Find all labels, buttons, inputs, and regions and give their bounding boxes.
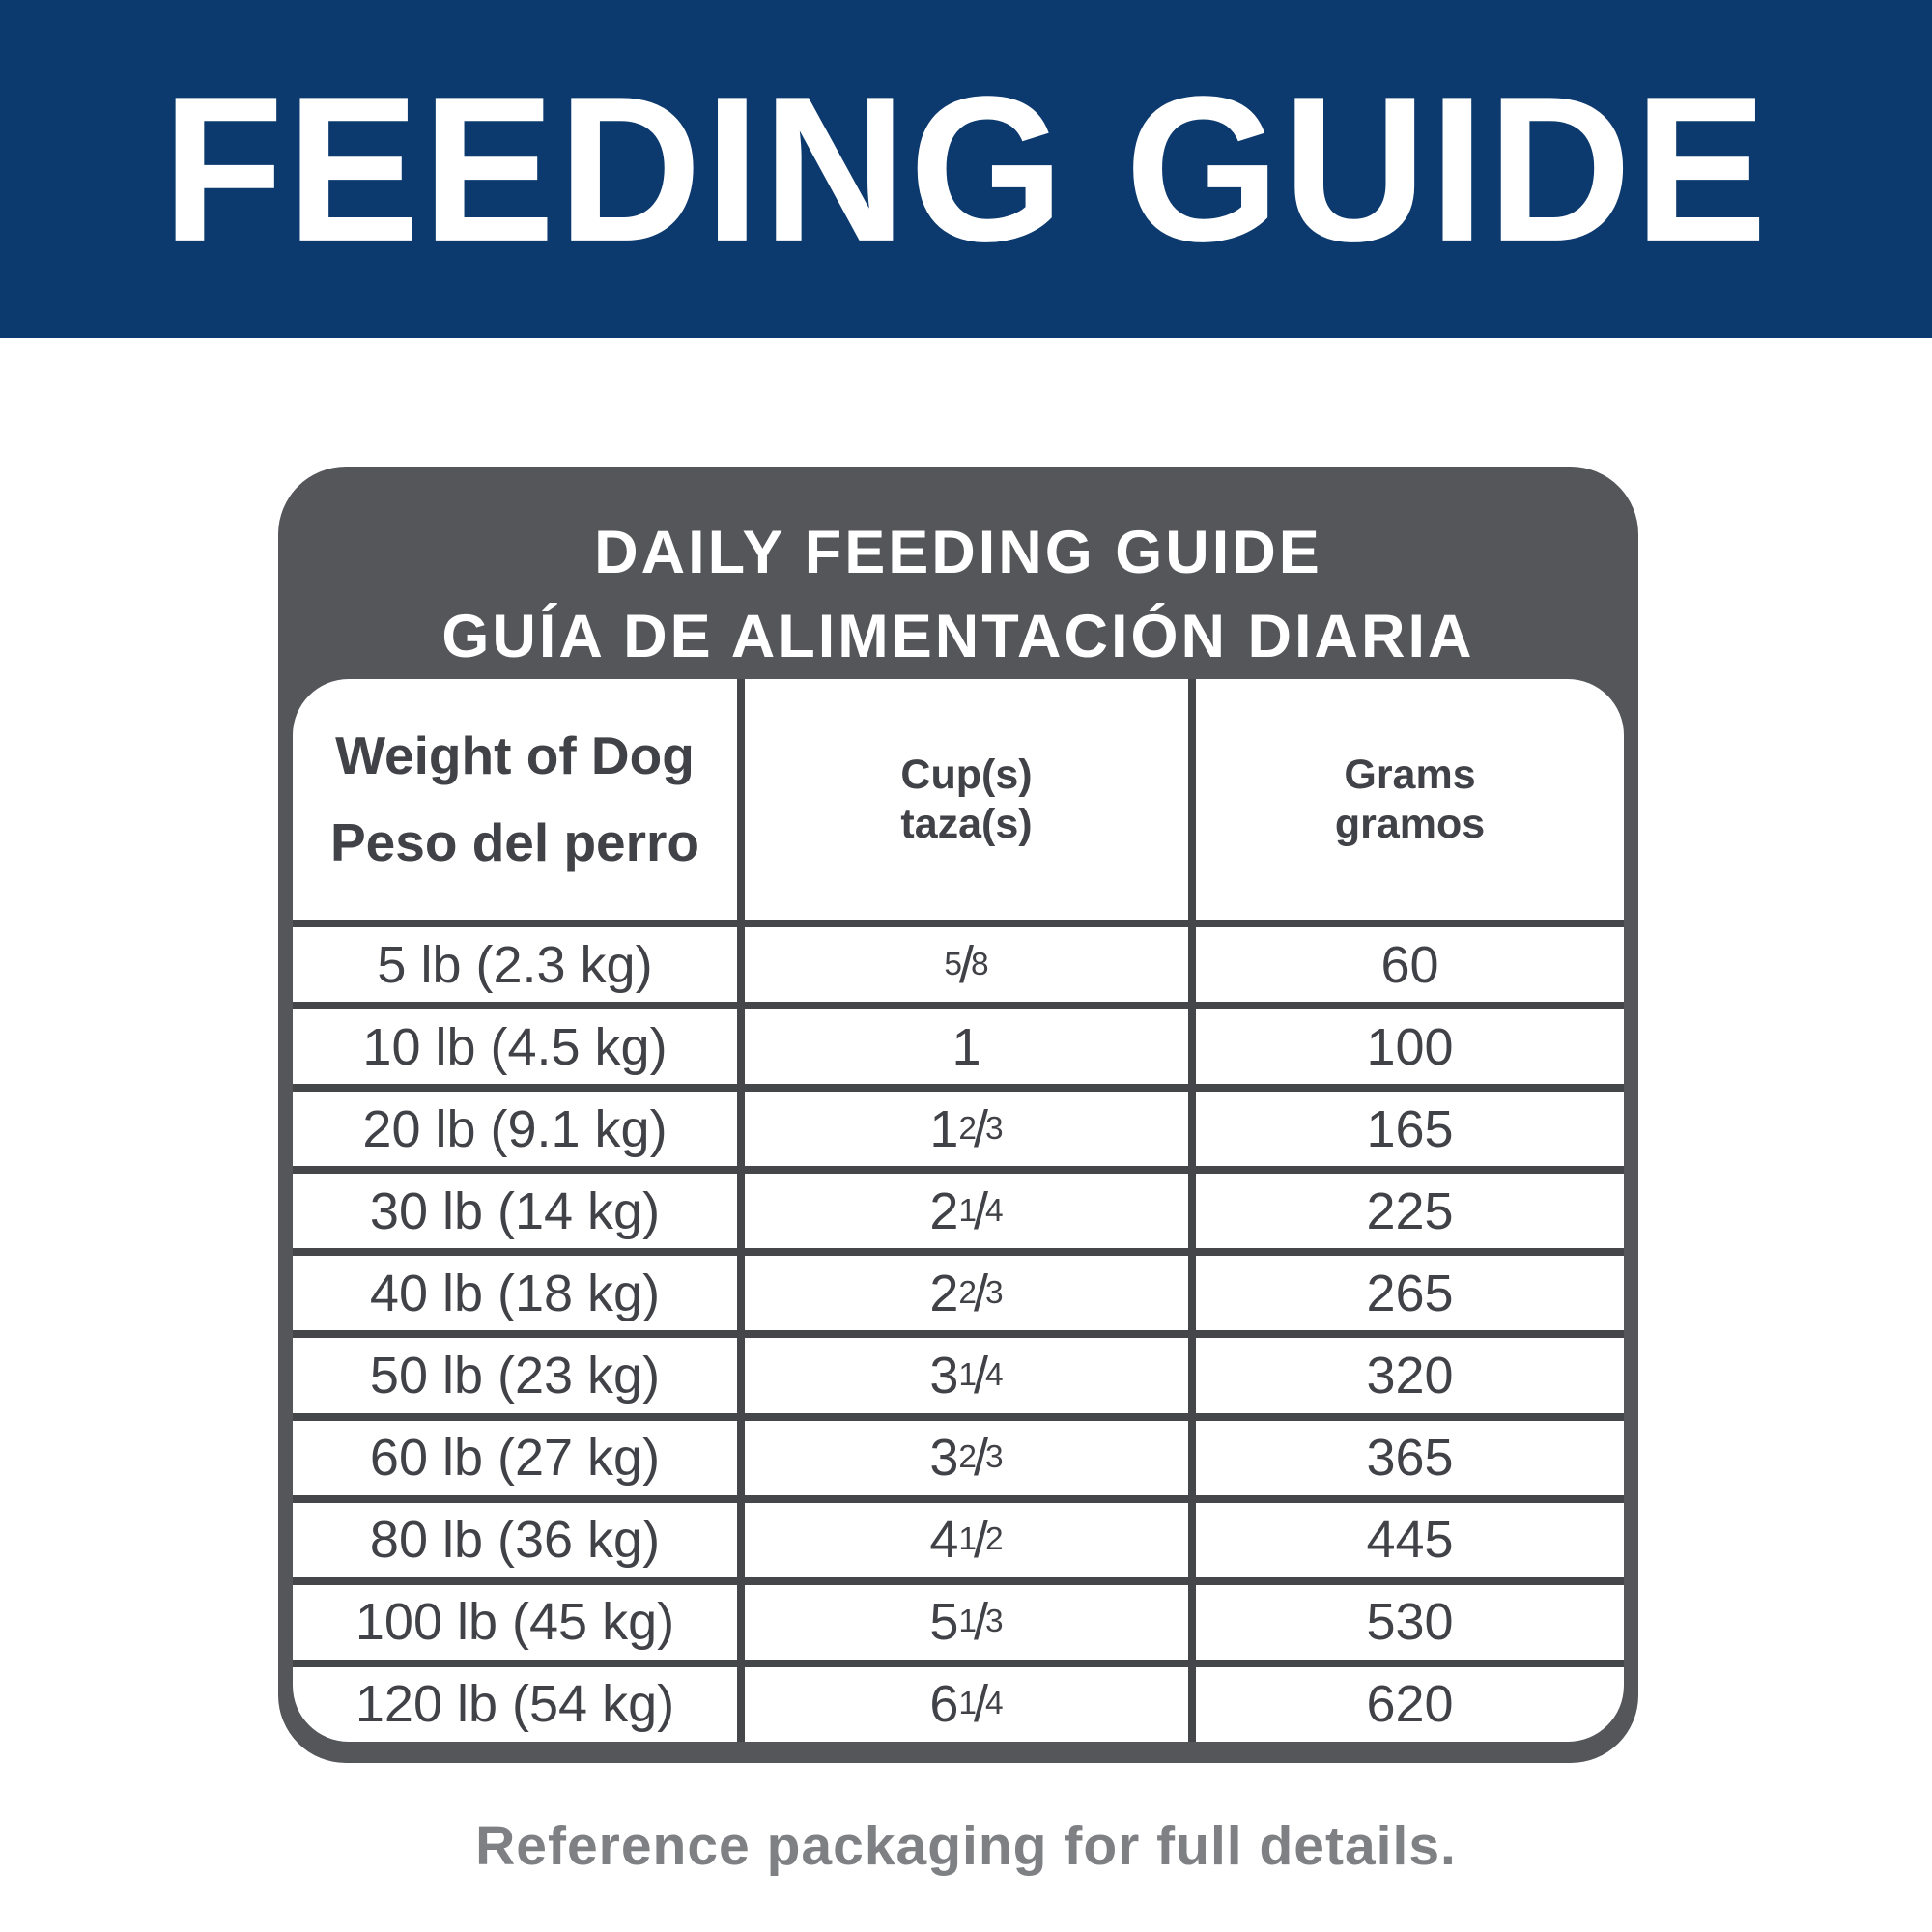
column-header-weight-en: Weight of Dog — [335, 725, 695, 786]
grams-cell: 620 — [1196, 1667, 1624, 1742]
weight-cell: 60 lb (27 kg) — [293, 1421, 737, 1495]
cups-fraction-denominator: 4 — [985, 1357, 1004, 1394]
weight-cell: 30 lb (14 kg) — [293, 1174, 737, 1248]
weight-cell: 50 lb (23 kg) — [293, 1338, 737, 1412]
weight-cell: 10 lb (4.5 kg) — [293, 1009, 737, 1084]
column-header-cups — [745, 679, 1188, 920]
cups-fraction-numerator: 2 — [958, 1274, 978, 1311]
cups-fraction-numerator: 5 — [944, 946, 962, 982]
grams-cell: 530 — [1196, 1585, 1624, 1660]
grams-cell: 320 — [1196, 1338, 1624, 1412]
grams-cell: 100 — [1196, 1009, 1624, 1084]
cups-fraction-slash: / — [974, 1429, 989, 1488]
cups-fraction-slash: / — [974, 1675, 989, 1734]
column-header-weight — [293, 679, 737, 920]
weight-cell: 80 lb (36 kg) — [293, 1503, 737, 1577]
weight-cell: 20 lb (9.1 kg) — [293, 1092, 737, 1166]
cups-fraction-denominator: 3 — [985, 1439, 1004, 1476]
cups-fraction-slash: / — [974, 1511, 989, 1570]
weight-cell: 5 lb (2.3 kg) — [293, 927, 737, 1002]
cups-fraction-denominator: 3 — [985, 1274, 1004, 1311]
card-title-line-es: GUÍA DE ALIMENTACIÓN DIARIA — [441, 602, 1475, 670]
cups-fraction-numerator: 2 — [958, 1110, 978, 1147]
cups-fraction-denominator: 2 — [985, 1521, 1004, 1558]
grams-cell: 445 — [1196, 1503, 1624, 1577]
cups-fraction-slash: / — [974, 1347, 989, 1406]
cups-fraction-slash: / — [958, 935, 974, 994]
cups-cell — [745, 1667, 1188, 1742]
footer-note: Reference packaging for full details. — [475, 1815, 1457, 1877]
cups-fraction-numerator: 1 — [958, 1192, 978, 1229]
weight-cell: 120 lb (54 kg) — [293, 1667, 737, 1742]
cups-fraction-denominator: 3 — [985, 1604, 1004, 1640]
column-header-grams-es: gramos — [1334, 800, 1486, 847]
cups-fraction-slash: / — [974, 1264, 989, 1322]
cups-cell — [745, 1092, 1188, 1166]
column-header-weight-es: Peso del perro — [329, 811, 700, 872]
cups-fraction-numerator: 1 — [958, 1604, 978, 1640]
weight-cell: 40 lb (18 kg) — [293, 1256, 737, 1330]
cups-fraction-numerator: 1 — [958, 1686, 978, 1722]
cups-fraction-numerator: 2 — [958, 1439, 978, 1476]
cups-fraction-denominator: 3 — [985, 1110, 1004, 1147]
cups-whole: 1 — [929, 1099, 959, 1158]
cups-fraction-denominator: 8 — [971, 946, 989, 982]
cups-whole: 3 — [929, 1429, 959, 1488]
cups-fraction-slash: / — [974, 1181, 989, 1240]
cups-cell — [745, 1421, 1188, 1495]
cups-whole: 3 — [929, 1347, 959, 1406]
column-header-cups-en: Cup(s) — [900, 751, 1033, 798]
cups-fraction-denominator: 4 — [985, 1686, 1004, 1722]
cups-fraction-numerator: 1 — [958, 1357, 978, 1394]
cups-whole: 1 — [952, 1017, 981, 1076]
cups-fraction-numerator: 1 — [958, 1521, 978, 1558]
cups-fraction-denominator: 4 — [985, 1192, 1004, 1229]
column-header-grams-en: Grams — [1344, 751, 1476, 798]
column-header-grams — [1196, 679, 1624, 920]
grams-cell: 365 — [1196, 1421, 1624, 1495]
cups-cell — [745, 927, 1188, 1002]
grams-cell: 60 — [1196, 927, 1624, 1002]
cups-cell — [745, 1174, 1188, 1248]
card-title — [278, 511, 1638, 679]
cups-whole: 4 — [929, 1511, 959, 1570]
grams-cell: 265 — [1196, 1256, 1624, 1330]
cups-cell — [745, 1585, 1188, 1660]
page-title: FEEDING GUIDE — [161, 52, 1771, 285]
daily-feeding-guide-card — [278, 467, 1638, 1763]
cups-cell — [745, 1338, 1188, 1412]
cups-whole: 2 — [929, 1264, 959, 1322]
cups-whole: 6 — [929, 1675, 959, 1734]
grams-cell: 165 — [1196, 1092, 1624, 1166]
cups-fraction-slash: / — [974, 1593, 989, 1652]
cups-cell — [745, 1503, 1188, 1577]
column-header-cups-es: taza(s) — [900, 800, 1033, 847]
grams-cell: 225 — [1196, 1174, 1624, 1248]
cups-whole: 5 — [929, 1593, 959, 1652]
cups-cell — [745, 1009, 1188, 1084]
cups-fraction-slash: / — [974, 1099, 989, 1158]
weight-cell: 100 lb (45 kg) — [293, 1585, 737, 1660]
cups-whole: 2 — [929, 1181, 959, 1240]
cups-cell — [745, 1256, 1188, 1330]
feeding-guide-banner — [0, 0, 1932, 338]
feeding-table — [293, 679, 1624, 1742]
card-title-line-en: DAILY FEEDING GUIDE — [594, 519, 1322, 586]
